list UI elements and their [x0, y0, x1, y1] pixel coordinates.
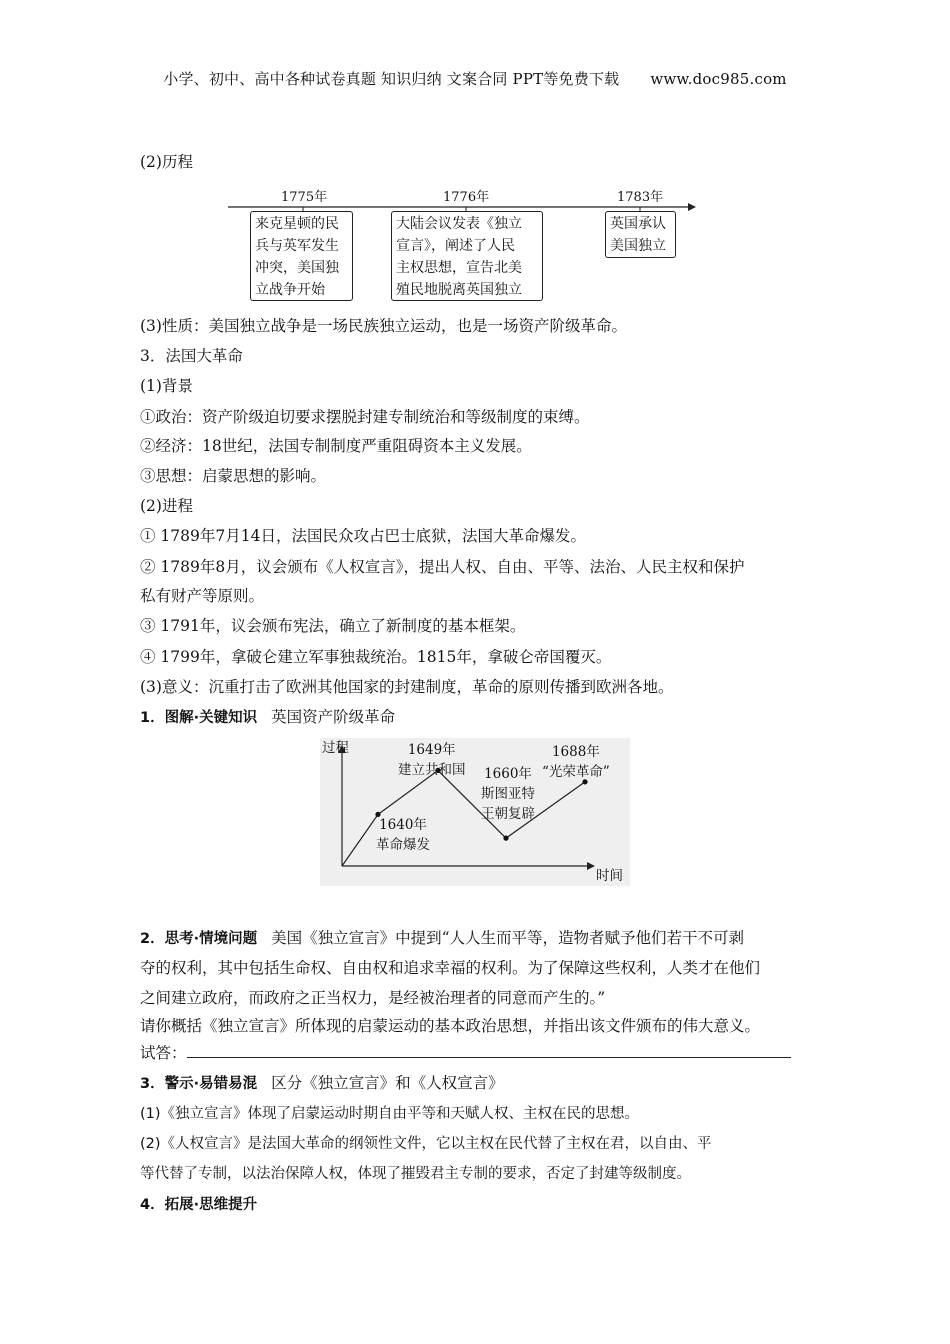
- event-line: 冲突，美国独: [255, 260, 339, 276]
- chart-point-event: 斯图亚特王朝复辟: [481, 786, 535, 822]
- timeline-year: 1775年: [281, 190, 328, 205]
- answer-row: [140, 1043, 791, 1063]
- background-item: ①政治：资产阶级迫切要求摆脱封建专制统治和等级制度的束缚。: [140, 408, 590, 426]
- section1-label: 1．图解·关键知识: [140, 710, 258, 726]
- section2-line: 之间建立政府，而政府之正当权力，是经被治理者的同意而产生的。”: [140, 989, 606, 1007]
- section4-label: 4．拓展·思维提升: [140, 1197, 258, 1213]
- chart-point-year: 1660年: [484, 766, 532, 782]
- section3-heading: [140, 1073, 504, 1094]
- french-revolution-title: 3．法国大革命: [140, 347, 243, 365]
- chart-point-event: 建立共和国: [398, 762, 466, 778]
- event-line: 主权思想，宣告北美: [396, 260, 522, 276]
- chart-point-label-1660: [480, 764, 536, 824]
- section2-line: 美国《独立宣言》中提到“人人生而平等，造物者赋予他们若干不可剥: [271, 929, 745, 947]
- chart-point-label-1640: [376, 815, 430, 855]
- chart-point-label-1649: [398, 740, 466, 780]
- event-line: 英国承认: [610, 216, 666, 232]
- section2-line: 请你概括《独立宣言》所体现的启蒙运动的基本政治思想，并指出该文件颁布的伟大意义。: [140, 1017, 761, 1035]
- chart-point-event: 革命爆发: [376, 837, 430, 853]
- section3-line: (1)《独立宣言》体现了启蒙运动时期自由平等和天赋人权、主权在民的思想。: [140, 1106, 640, 1122]
- header-url[interactable]: www.doc985.com: [650, 70, 787, 88]
- section2-heading: [140, 928, 744, 949]
- england-revolution-chart: [320, 738, 630, 886]
- process-heading: (2)历程: [140, 153, 193, 171]
- section4-heading: [140, 1194, 257, 1215]
- answer-label: 试答：: [140, 1044, 187, 1062]
- background-heading: (1)背景: [140, 377, 193, 395]
- chart-ylabel: 过程: [322, 740, 349, 756]
- nature-text: (3)性质：美国独立战争是一场民族独立运动，也是一场资产阶级革命。: [140, 317, 627, 335]
- timeline-event-box: [605, 211, 676, 258]
- process-item: ① 1789年7月14日，法国民众攻占巴士底狱，法国大革命爆发。: [140, 527, 586, 545]
- event-line: 美国独立: [610, 238, 666, 254]
- timeline-event-box: [250, 211, 353, 301]
- chart-point-event: “光荣革命”: [542, 764, 610, 780]
- event-line: 大陆会议发表《独立: [396, 216, 522, 232]
- section2-line: 夺的权利，其中包括生命权、自由权和追求幸福的权利。为了保障这些权利，人类才在他们: [140, 959, 761, 977]
- chart-point-year: 1640年: [379, 817, 427, 833]
- significance-text: (3)意义：沉重打击了欧洲其他国家的封建制度，革命的原则传播到欧洲各地。: [140, 678, 674, 696]
- section3-topic: 区分《独立宣言》和《人权宣言》: [271, 1074, 504, 1092]
- answer-input-line[interactable]: [187, 1043, 791, 1058]
- chart-x-arrow: [587, 862, 595, 870]
- event-line: 来克星顿的民: [255, 216, 339, 232]
- section1-heading: [140, 707, 395, 728]
- background-item: ②经济：18世纪，法国专制制度严重阻碍资本主义发展。: [140, 437, 532, 455]
- chart-xlabel: 时间: [596, 868, 623, 884]
- section3-label: 3．警示·易错易混: [140, 1076, 258, 1092]
- event-line: 宣言》，阐述了人民: [396, 238, 515, 254]
- event-line: 立战争开始: [255, 282, 325, 298]
- process-item: 私有财产等原则。: [140, 587, 265, 605]
- process-item: ④ 1799年，拿破仑建立军事独裁统治。1815年，拿破仑帝国覆灭。: [140, 648, 612, 666]
- chart-point-year: 1688年: [551, 744, 600, 760]
- background-item: ③思想：启蒙思想的影响。: [140, 467, 327, 485]
- chart-point-1660: [503, 836, 508, 841]
- section3-line: 等代替了专制，以法治保障人权，体现了摧毁君主专制的要求，否定了封建等级制度。: [140, 1166, 691, 1182]
- timeline-year: 1783年: [617, 190, 664, 205]
- event-line: 兵与英军发生: [255, 238, 339, 254]
- event-line: 殖民地脱离英国独立: [396, 282, 522, 298]
- section3-line: (2)《人权宣言》是法国大革命的纲领性文件，它以主权在民代替了主权在君，以自由、平: [140, 1136, 712, 1152]
- process-heading-fr: (2)进程: [140, 497, 193, 515]
- timeline-year: 1776年: [443, 190, 490, 205]
- chart-point-label-1688: [542, 742, 610, 782]
- section1-topic: 英国资产阶级革命: [271, 708, 396, 726]
- chart-point-year: 1649年: [407, 742, 456, 758]
- section2-label: 2．思考·情境问题: [140, 931, 258, 947]
- header-text: 小学、初中、高中各种试卷真题 知识归纳 文案合同 PPT等免费下载: [163, 70, 620, 88]
- process-item: ② 1789年8月，议会颁布《人权宣言》，提出人权、自由、平等、法治、人民主权和保护: [140, 558, 745, 576]
- timeline-event-box: [391, 211, 543, 301]
- process-item: ③ 1791年，议会颁布宪法，确立了新制度的基本框架。: [140, 617, 526, 635]
